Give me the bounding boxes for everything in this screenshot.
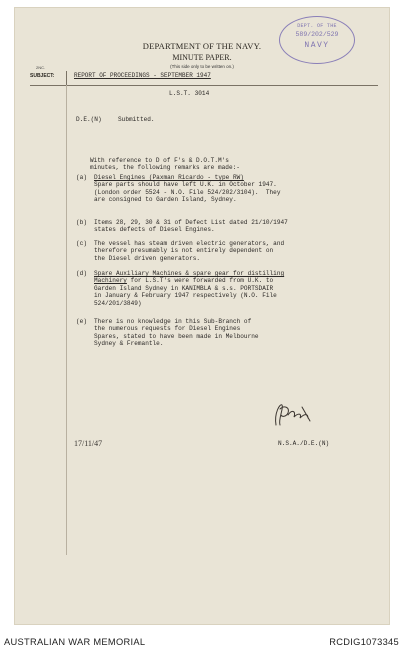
minute-paper — [14, 7, 390, 625]
item-text: Garden Island Sydney in KANIMBLA & s.s. PORTSDAIR in January & February 1947 respectively (N.O. File 524/201/3849) — [94, 284, 277, 307]
item-label: (e) — [76, 318, 87, 325]
margin-rule — [66, 85, 67, 555]
archive-footer — [0, 630, 404, 654]
item-heading: Diesel Engines (Paxman Ricardo - type RW) — [94, 174, 244, 181]
item-text: The vessel has steam driven electric generators, and therefore presumably is not entirely dependent on the Diesel driven generators. — [94, 240, 285, 262]
subject-divider — [66, 71, 67, 85]
navy-stamp — [279, 16, 355, 64]
archive-reference: RCDIG1073345 — [329, 637, 399, 647]
item-text: Items 28, 29, 30 & 31 of Defect List dated 21/10/1947 states defects of Diesel Engines. — [94, 219, 288, 234]
item-label: (d) — [76, 270, 87, 277]
subject-text: REPORT OF PROCEEDINGS - SEPTEMBER 1947 — [74, 72, 211, 79]
item-label: (b) — [76, 219, 87, 226]
form-code: 2NC. — [36, 65, 46, 70]
item-text: There is no knowledge in this Sub-Branch of the numerous requests for Diesel Engines Spares, stated to have been made in Melbourne Sydney & Fremantle. — [94, 318, 259, 348]
sign-off: N.S.A./D.E.(N) — [278, 440, 330, 447]
department-heading: DEPARTMENT OF THE NAVY. — [142, 41, 262, 51]
archive-source: AUSTRALIAN WAR MEMORIAL — [4, 637, 146, 647]
form-title: MINUTE PAPER. — [172, 53, 232, 62]
form-note: (This side only to be written on.) — [170, 64, 234, 69]
stamp-file-number: 589/202/529 — [295, 31, 339, 38]
addressee: D.E.(N) — [76, 116, 102, 123]
item-heading: Spare Auxiliary Machines & spare gear for distilling — [94, 270, 285, 277]
ship-designation: L.S.T. 3014 — [169, 90, 210, 97]
handwritten-signature — [266, 399, 322, 429]
stamp-line-3: NAVY — [304, 41, 330, 50]
subject-row — [30, 73, 378, 86]
item-label: (c) — [76, 240, 87, 247]
item-label: (a) — [76, 174, 87, 181]
subject-label: SUBJECT: — [30, 73, 55, 79]
item-heading-continued: Machinery — [94, 277, 127, 285]
stamp-line-1: DEPT. OF THE — [297, 23, 337, 29]
item-text: Spare parts should have left U.K. in October 1947. (London order 5524 - N.O. File 524/202/3104). They are consigned to Garden Island, Sydney. — [94, 181, 281, 204]
submitted-text: Submitted. — [118, 116, 155, 123]
item-heading-tail: for L.S.T's were forwarded from U.K. to — [126, 277, 274, 285]
intro-paragraph: With reference to D of F's & D.O.T.M's minutes, the following remarks are made:- — [90, 157, 240, 172]
date-handwritten: 17/11/47 — [74, 439, 103, 448]
